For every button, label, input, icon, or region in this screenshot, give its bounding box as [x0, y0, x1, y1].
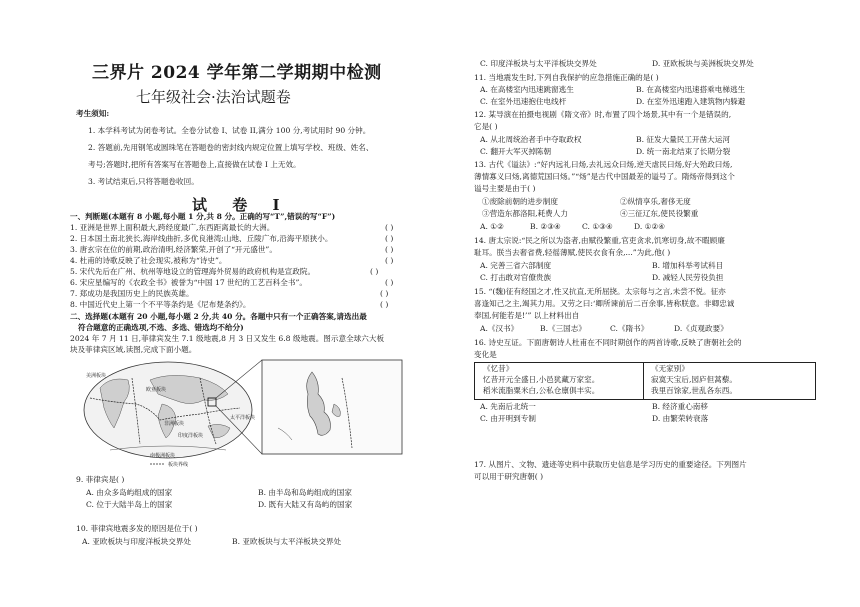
option-a: A. 先南后北统一 [480, 402, 536, 411]
answer-bracket: ( ) [385, 223, 394, 232]
option-c: C. 印度洋板块与太平洋板块交界处 [480, 59, 597, 68]
notice-line: 2. 答题前,先用钢笔或圆珠笔在答题卷的密封线内规定位置上填写学校、班级、姓名、 [88, 143, 374, 152]
section2-heading: 二、选择题(本题有 20 小题,每小题 2 分,共 40 分。各题中只有一个正确答案,请选出最 [70, 312, 367, 321]
option-c: C. 在室外迅速抱住电线杆 [480, 97, 567, 106]
option-a: A. 由众多岛屿组成的国家 [86, 488, 173, 497]
option-b: B. 征发大量民工开凿大运河 [636, 135, 730, 144]
judge-item: 7. 郑成功是我国历史上的民族英雄。 [70, 289, 194, 298]
choice-item: ②纵情享乐,奢侈无度 [620, 197, 691, 206]
map-label-indian-ocean: 印度洋板块 [178, 433, 204, 439]
notice-heading: 考生须知: [76, 109, 110, 118]
option-d: D. 在室外迅速跑入建筑物内躲避 [636, 97, 746, 106]
option-a: A.《汉书》 [480, 324, 519, 333]
option-d: D. ①②④ [634, 222, 666, 231]
option-c: C. 翻开大军灭掉陈朝 [480, 147, 552, 156]
poem-title: 《无家别》 [651, 364, 689, 373]
map-label-africa: 非洲板块 [164, 421, 185, 427]
poem-line: 我里百馀家,世乱各东西。 [651, 386, 737, 395]
poem-line: 寂寞天宝后,园庐但蒿藜。 [651, 375, 737, 384]
right-column [430, 0, 860, 607]
option-d: D. 既有大陆又有岛屿的国家 [258, 500, 353, 509]
option-a: A. 在高楼室内迅速跳窗逃生 [480, 85, 574, 94]
question-15-stem-cont: 奉国,何能若是!’” 以上材料出自 [474, 311, 580, 320]
question-16-stem-cont: 变化是 [474, 350, 497, 359]
option-b: B. 增加科举考试科目 [652, 261, 724, 270]
option-b: B. ②③④ [530, 222, 561, 231]
answer-bracket: ( ) [385, 278, 394, 287]
notice-line: 考号;答题时,把所有答案写在答题卷上,直接做在试卷 I 上无效。 [88, 160, 301, 169]
choice-item: ④三征辽东,使民役繁重 [620, 209, 699, 218]
judge-item: 8. 中国近代史上第一个不平等条约是《尼布楚条约》。 [70, 300, 251, 309]
option-c: C. 由开明到专制 [480, 414, 536, 423]
option-b: B. 由半岛和岛屿组成的国家 [258, 488, 352, 497]
option-c: C. 打击敢对官僚贵族 [480, 273, 552, 282]
answer-bracket: ( ) [370, 267, 379, 276]
question-14-stem-cont: 耻耳。朕当去奢省费,轻徭薄赋,使民衣食有余,...”为此,他( ) [474, 248, 671, 257]
option-b: B.《三国志》 [540, 324, 586, 333]
judge-item: 1. 亚洲是世界上面积最大,跨经度最广,东西距离最长的大洲。 [70, 223, 275, 232]
map-label-america: 美洲板块 [86, 373, 107, 379]
question-intro: 2024 年 7 月 11 日,菲律宾发生 7.1 级地震,8 月 3 日又发生 6.8 级地震。图示意全球六大板 [70, 334, 385, 343]
map-label-antarctic: 南极洲板块 [150, 453, 176, 459]
option-d: D. 减轻人民劳役负担 [652, 273, 724, 282]
option-a: A. 完善三省六部制度 [480, 261, 552, 270]
question-9-stem: 9. 菲律宾是( ) [76, 475, 125, 484]
option-d: D. 统一南北结束了长期分裂 [636, 147, 731, 156]
option-a: A. 亚欧板块与印度洋板块交界处 [82, 537, 192, 546]
option-d: D.《贞观政要》 [674, 324, 728, 333]
question-15-stem-cont: 喜逢知己之主,竭其力用。又劳之曰:‘卿所谏前后二百余事,皆称朕意。非卿忠诚 [474, 299, 735, 308]
question-13-stem-cont: 薄情寡义曰炀,离德荒国曰炀。”“炀”是古代中国最差的谥号了。隋炀帝得到这个 [474, 172, 735, 181]
option-a: A. 从北周统治者手中夺取政权 [480, 135, 582, 144]
choice-item: ①废除前朝的进步制度 [482, 197, 558, 206]
section1-heading: 一、判断题(本题有 8 小题,每小题 1 分,共 8 分。正确的写“T”,错误的写“F”) [70, 212, 336, 221]
question-13-stem: 13. 古代《谥法》:“好内远礼曰炀,去礼远众曰炀,逆天虐民曰炀,好大殆政曰炀, [474, 160, 733, 169]
section2-heading-cont: 符合题意的正确选项,不选、多选、错选均不给分) [78, 323, 244, 332]
judge-item: 4. 杜甫的诗歌反映了社会现实,被称为“诗史”。 [70, 256, 227, 265]
exam-title: 三界片 2024 学年第二学期期中检测 [92, 63, 382, 83]
judge-item: 2. 日本国土南北狭长,海岸线曲折,多优良港湾;山地、丘陵广布,沿海平原狭小。 [70, 234, 333, 243]
option-b: B. 在高楼室内迅速搭乘电梯逃生 [636, 85, 746, 94]
question-11-stem: 11. 当地震发生时,下列自我保护的应急措施正确的是( ) [474, 73, 659, 82]
map-label-pacific: 太平洋板块 [230, 415, 256, 421]
answer-bracket: ( ) [385, 245, 394, 254]
poem-table [474, 362, 816, 400]
option-c: C.《隋书》 [610, 324, 649, 333]
option-c: C. 位于大陆半岛上的国家 [86, 500, 173, 509]
notice-line: 1. 本学科考试为闭卷考试。全卷分试卷 I、试卷 II,满分 100 分,考试用时 90 分钟。 [88, 126, 371, 135]
option-b: B. 亚欧板块与太平洋板块交界处 [232, 537, 342, 546]
answer-bracket: ( ) [380, 289, 389, 298]
question-14-stem: 14. 唐太宗说:“民之所以为盗者,由赋役繁重,官吏贪求,饥寒切身,故不暇顾廉 [474, 236, 725, 245]
question-17-stem: 17. 从图片、文物、遗迹等史料中获取历史信息是学习历史的重要途径。下列图片 [474, 460, 747, 469]
poem-title: 《忆昔》 [483, 364, 514, 373]
question-13-stem-cont: 谥号主要是由于( ) [474, 184, 536, 193]
judge-item: 6. 宋应星编写的《农政全书》被誉为“中国 17 世纪的工艺百科全书”。 [70, 278, 307, 287]
question-17-stem-cont: 可以用于研究唐朝( ) [474, 472, 544, 481]
exam-subtitle: 七年级社会·法治试题卷 [136, 88, 291, 106]
paper-label: 试 卷 I [192, 196, 290, 214]
option-a: A. ①② [480, 222, 504, 231]
choice-item: ③营造东都洛阳,耗费人力 [482, 209, 568, 218]
answer-bracket: ( ) [385, 256, 394, 265]
notice-line: 3. 考试结束后,只将答题卷收回。 [88, 177, 199, 186]
answer-bracket: ( ) [380, 300, 389, 309]
option-c: C. ①③④ [582, 222, 613, 231]
question-12-stem-cont: 它是( ) [474, 122, 498, 131]
question-15-stem: 15. “(魏)征有经国之才,性又抗直,无所屈挠。太宗每与之言,未尝不悦。征亦 [474, 287, 726, 296]
option-d: D. 亚欧板块与美洲板块交界处 [652, 59, 754, 68]
plate-map [80, 358, 410, 470]
map-label-eurasia: 欧亚板块 [146, 387, 167, 393]
poem-divider [643, 363, 644, 399]
map-legend-label: 板块界线 [168, 462, 189, 468]
judge-item: 5. 宋代先后在广州、杭州等地设立的管理海外贸易的政府机构是宣政院。 [70, 267, 316, 276]
option-b: B. 经济重心南移 [652, 402, 708, 411]
question-intro: 块及菲律宾区域,读图,完成下面小题。 [70, 345, 197, 354]
question-16-stem: 16. 诗史互证。下面唐朝诗人杜甫在不同时期创作的两首诗歌,反映了唐朝社会的 [474, 338, 742, 347]
answer-bracket: ( ) [385, 234, 394, 243]
poem-line: 忆昔开元全盛日,小邑犹藏万家室。 [483, 375, 600, 384]
poem-line: 稻米流脂粟米白,公私仓廪俱丰实。 [483, 386, 600, 395]
question-10-stem: 10. 菲律宾地震多发的原因是位于( ) [76, 524, 198, 533]
question-12-stem: 12. 某导演在拍摄电视剧《隋文帝》时,布置了四个场景,其中有一个是错误的, [474, 110, 732, 119]
option-d: D. 由繁荣转衰落 [652, 414, 709, 423]
judge-item: 3. 唐玄宗在位的前期,政治清明,经济繁荣,开创了“开元盛世”。 [70, 245, 277, 254]
